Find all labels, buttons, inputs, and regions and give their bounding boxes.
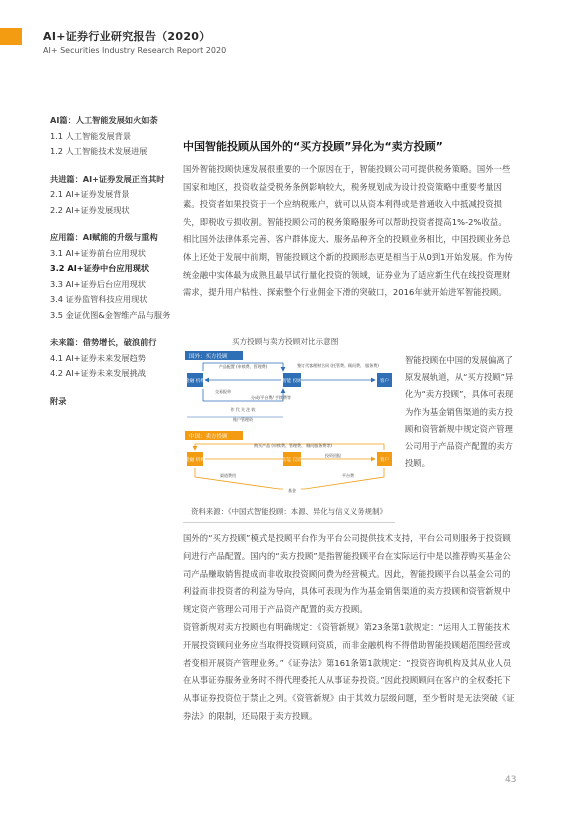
box-mid-bottom-text: 智能 投顾 <box>282 458 302 463</box>
toc-item[interactable]: 1.2 人工智能技术发展进展 <box>50 146 148 156</box>
box-right-bottom-text: 客户 <box>380 458 389 463</box>
flow-label-trade-order: 交易报单 <box>215 389 231 394</box>
flow-channel-fee <box>195 468 283 489</box>
toc-item[interactable]: 2.2 AI+证券发展现状 <box>50 204 130 215</box>
body-paragraph-block-2 <box>183 530 515 726</box>
toc-item[interactable]: 2.1 AI+证券发展背景 <box>50 189 130 199</box>
toc-chapter[interactable]: 应用篇：AI赋能的升级与重构 <box>50 232 158 242</box>
toc-chapter[interactable]: AI篇：人工智能发展如火如荼 <box>50 115 158 125</box>
comparison-diagram-svg <box>183 349 395 499</box>
flow-label-contract: 签订代客理财合同 (托管费、顾问费、 服务费) <box>297 363 379 368</box>
flow-label-channel-fee: 渠道费用 <box>220 473 236 478</box>
report-title: AI+证券行业研究报告（2020） <box>43 30 211 43</box>
box-right-top-text: 客户 <box>380 379 389 384</box>
flow-label-return: 投资回报 <box>325 453 341 458</box>
divider <box>183 522 395 523</box>
toc-item[interactable]: 3.5 金证优图&金智维产品与服务 <box>50 309 171 320</box>
figure-source: 资料来源：《中国式智能投顾：本源、异化与信义义务规制》 <box>191 507 387 516</box>
box-left-top-text: 金融 机构 <box>185 379 205 384</box>
toc-item[interactable]: 3.2 AI+证券中台应用现状 <box>50 263 150 273</box>
side-paragraph-text: 智能投顾在中国的发展偏离了原发展轨道，从“买方投顾”异化为“卖方投顾”，具体可表现为作为基金销售渠道的卖方投顾和资管新规中规定资产管理公司用于产品资产配置的卖方投顾。 <box>405 355 514 469</box>
toc-item[interactable]: 3.3 AI+证券后台应用现状 <box>50 278 146 289</box>
box-left-bottom-text: 金融 机构 <box>185 458 205 463</box>
flow-label-platform-fee: 平台费 <box>342 473 354 478</box>
flow-label-fund: 基金 <box>288 488 296 493</box>
toc-gap <box>50 218 185 230</box>
flow-label-product-config: 产品配置 (申赎费、管理费) <box>218 364 268 369</box>
toc-gap <box>50 323 185 335</box>
toc-gap <box>50 160 185 172</box>
body-paragraph: 资管新规对卖方投顾也有明确规定：《资管新规》第23条第1款规定：“运用人工智能技术开展投资顾问业务应当取得投资顾问资质，而非金融机构不得借助智能投顾超范围经营或者变相开展资产管理业务。”《证券法》第161条第1款规定：“投资咨询机构及其从业人员在从事证券服务业务时不得代理委托人从事证券投资。”因此投顾顾问在客户的全权委托下从事证券投资位于禁止之列。《资管新规》由于其效力层级问题，至少暂时是无法突破《证券法》的限制，还局限于卖方投顾。 <box>183 621 515 721</box>
toc-item[interactable]: 4.2 AI+证券未来发展挑战 <box>50 368 146 378</box>
flow-label-purchase: 购买产品 (申赎费、管理费、 顾问服务费等) <box>254 443 332 448</box>
section-title: 中国智能投顾从国外的“买方投顾”异化为“卖方投顾” <box>183 140 443 153</box>
body-paragraph: 国外的“买方投顾”模式是投顾平台作为平台公司提供技术支持，平台公司则服务于投资顾问进行产品配置。国内的“卖方投顾”是指智能投顾平台在实际运行中是以推荐购买基金公司产品赚取销售提成而非收取投资顾问费为经营模式。因此，智能投顾平台以基金公司的利益而非投资者的利益为导向，具体可表现为作为基金销售渠道的卖方投顾和资管新规中规定资产管理公司用于产品资产配置的卖方投顾。 <box>183 533 511 615</box>
toc-chapter[interactable]: 共进篇：AI+证券发展正当其时 <box>50 173 165 184</box>
body-paragraph: 国外智能投顾快速发展很重要的一个原因在于，智能投顾公司可提供税务策略。国外一些国家和地区，投资收益受税务条例影响较大，税务规划成为设计投资策略中重要考量因素。投资者如果投资于一个应纳税账户，就可以从资本利得或是普通收入中抵减投资损失，即税收亏损收割。智能投顾公司的税务策略服务可以帮助投资者提高1%-2%收益。 <box>183 164 511 227</box>
top-header-text: 国外：买方投顾 <box>189 354 228 360</box>
toc-gap <box>50 382 185 394</box>
figure-caption: 买方投顾与卖方投顾对比示意图 <box>232 337 339 346</box>
flow-label-revenue-share: 分成/平台费/ 手续费等 <box>251 395 291 400</box>
toc-item[interactable]: 1.1 人工智能发展背景 <box>50 130 132 141</box>
box-mid-top-text: 智能 投顾 <box>282 379 302 384</box>
table-of-contents <box>50 113 185 409</box>
side-paragraph <box>405 352 515 472</box>
bottom-header-text: 中国：卖方投顾 <box>189 434 228 440</box>
toc-chapter[interactable]: 未来篇：借势增长，破浪前行 <box>50 337 157 347</box>
toc-chapter[interactable]: 附录 <box>50 395 67 406</box>
flow-label-3: 账户管理资 <box>233 417 253 422</box>
toc-item[interactable]: 3.4 证券监管科技应用现状 <box>50 294 148 304</box>
report-subtitle: AI+ Securities Industry Research Report 2020 <box>43 46 227 55</box>
header-accent-bar <box>0 28 22 45</box>
body-paragraph-block-1 <box>183 161 513 302</box>
body-paragraph: 相比国外法律体系完善、客户群体庞大、服务品种齐全的投顾业务相比，中国投顾业务总体上还处于发展中前期，智能投顾这个新的投顾形态更是相当于从0到1开始发展。作为传统金融中实体最为成熟且最早试行量化投资的领域，证券业为了适应新生代在线投资理财需求，提升用户粘性、探索整个行业佣金下滑的突破口，2016年就开始进军智能投顾。 <box>183 234 513 298</box>
flow-label-2: 作 代 关 注 收 <box>230 407 256 412</box>
toc-item[interactable]: 3.1 AI+证券前台应用现状 <box>50 247 146 258</box>
flow-platform-fee <box>301 468 384 489</box>
page-number: 43 <box>505 775 517 785</box>
toc-item[interactable]: 4.1 AI+证券未来发展趋势 <box>50 352 146 363</box>
comparison-diagram <box>183 349 395 499</box>
